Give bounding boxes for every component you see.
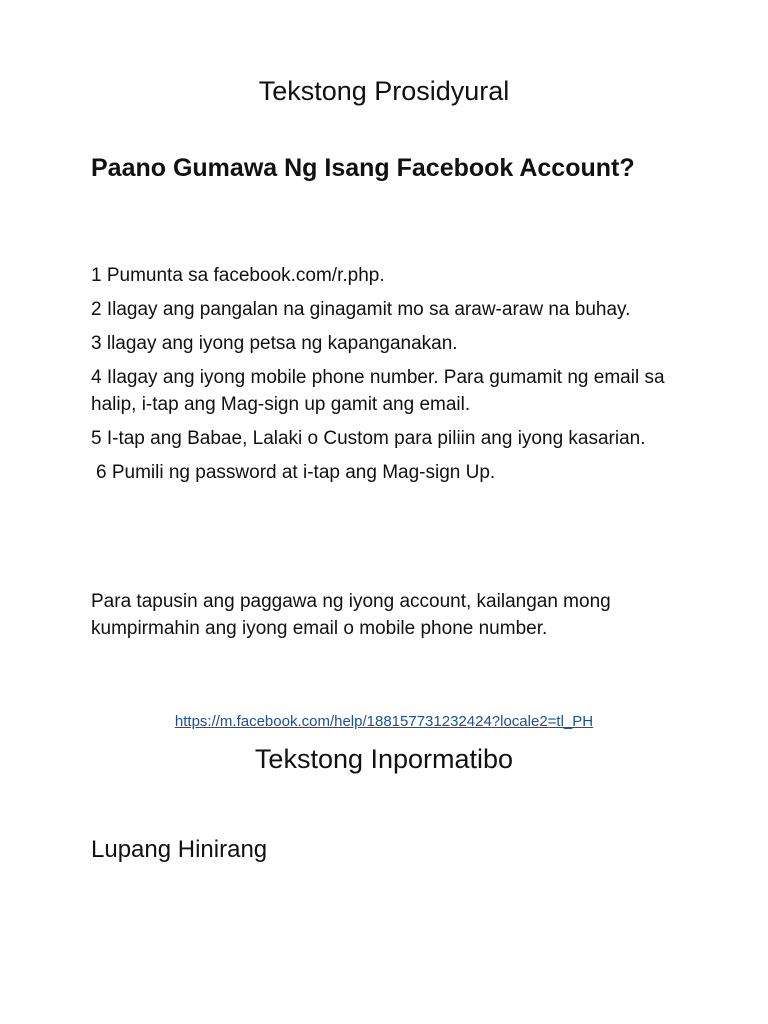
step-item-6: 6 Pumili ng password at i-tap ang Mag-sign Up.	[96, 462, 496, 483]
step-item-5: 5 I-tap ang Babae, Lalaki o Custom para piliin ang iyong kasarian.	[91, 428, 646, 449]
section-heading: Paano Gumawa Ng Isang Facebook Account?	[91, 154, 635, 182]
document-title: Tekstong Prosidyural	[258, 76, 510, 106]
closing-note: Para tapusin ang paggawa ng iyong account, kailangan mong kumpirmahin ang iyong email o mobile phone number.	[91, 591, 611, 639]
steps-list	[91, 262, 691, 493]
second-section-title: Tekstong Inpormatibo	[254, 744, 514, 774]
subsection-title: Lupang Hinirang	[91, 836, 268, 863]
step-item-3: 3 llagay ang iyong petsa ng kapanganakan.	[91, 333, 458, 354]
reference-link[interactable]: https://m.facebook.com/help/188157731232424?locale2=tl_PH	[174, 713, 594, 730]
step-item-1: 1 Pumunta sa facebook.com/r.php.	[91, 265, 385, 286]
step-item-2: 2 Ilagay ang pangalan na ginagamit mo sa araw-araw na buhay.	[91, 299, 631, 320]
step-item-4: 4 Ilagay ang iyong mobile phone number. Para gumamit ng email sa halip, i-tap ang Mag-sign up gamit ang email.	[91, 367, 665, 415]
reference-link-container	[0, 713, 768, 730]
